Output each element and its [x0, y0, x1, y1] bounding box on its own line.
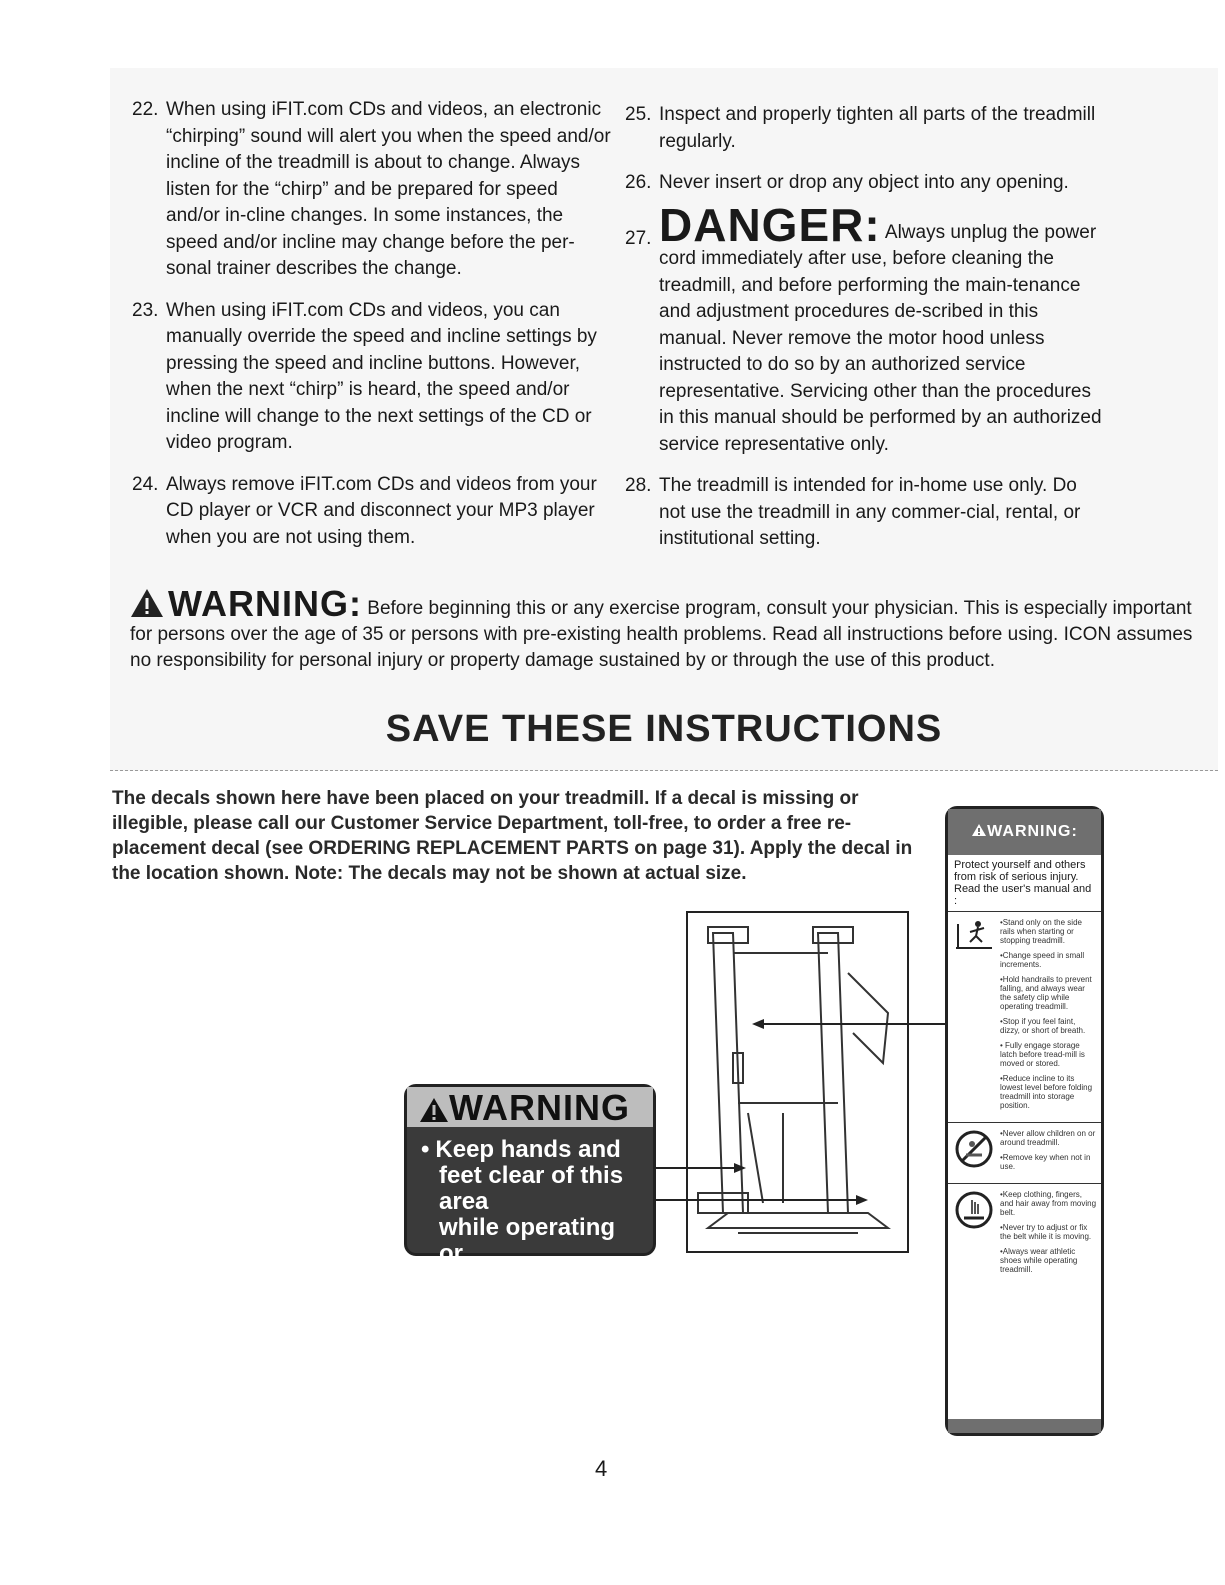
item-text: The treadmill is intended for in-home use only. Do not use the treadmill in any commer-cial, rental, or institutional setting. — [659, 475, 1081, 549]
side-decal-lead: Protect yourself and others from risk of serious injury. Read the user's manual and : — [948, 855, 1101, 912]
item-number: 26. — [625, 172, 652, 193]
decal-line: Keep hands and — [435, 1136, 621, 1163]
instructions-left-column — [132, 97, 612, 566]
instruction-item — [625, 170, 1105, 197]
side-decal-rule: •Hold handrails to prevent falling, and always wear the safety clip while operating treadmill. — [1000, 975, 1092, 1011]
warning-triangle-icon — [130, 588, 164, 618]
warning-heading: WARNING: — [168, 583, 362, 624]
instruction-item — [132, 97, 612, 283]
side-decal-section-children — [948, 1123, 1101, 1184]
no-children-icon — [954, 1129, 1000, 1177]
item-number: 24. — [132, 473, 159, 495]
bullet: • — [421, 1136, 430, 1163]
decal-body — [407, 1127, 653, 1293]
warning-decal-hands-feet — [404, 1084, 656, 1293]
item-text: Never insert or drop any object into any opening. — [659, 172, 1069, 193]
side-decal-bottom-bar — [948, 1419, 1101, 1433]
item-text: Inspect and properly tighten all parts of the treadmill regularly. — [659, 104, 1096, 152]
danger-text: Always unplug the power cord immediately after use, before cleaning the treadmill, and before performing the main-tenance and adjustment procedures de-scribed in this manual. Never remove the motor hood unless instructed to do so by an authorized service representative. Servicing other than the procedures in this manual should be performed by an authorized service representative only. — [659, 221, 1102, 455]
side-decal-rule: •Remove key when not in use. — [1000, 1153, 1091, 1171]
side-decal-rule: •Stop if you feel faint, dizzy, or short of breath. — [1000, 1017, 1086, 1035]
item-number: 27. — [625, 227, 652, 249]
side-decal-rule: •Never try to adjust or fix the belt while it is moving. — [1000, 1223, 1092, 1241]
item-text: Always remove iFIT.com CDs and videos from your CD player or VCR and disconnect your MP3 player when you are not using them. — [166, 473, 597, 548]
warning-text: Before beginning this or any exercise program, consult your physician. This is especially important for persons over the age of 35 or persons with pre-existing health problems. Read all instructions before using. ICON assumes no responsibility for personal injury or property damage sustained by or through the use of this product. — [130, 598, 1193, 671]
danger-heading: DANGER: — [659, 198, 881, 251]
decal-line: folding treadmill. — [439, 1266, 633, 1293]
general-warning — [130, 583, 1210, 674]
treadmill-illustration — [686, 911, 909, 1253]
save-these-instructions-title: SAVE THESE INSTRUCTIONS — [385, 708, 943, 750]
item-number: 23. — [132, 299, 159, 321]
instruction-item — [132, 298, 612, 457]
runner-on-rails-icon — [954, 918, 1000, 1116]
instruction-item — [132, 472, 612, 552]
decal-heading — [407, 1087, 653, 1127]
warning-triangle-icon — [419, 1097, 449, 1123]
moving-belt-hand-icon — [954, 1190, 1000, 1280]
decal-line: feet clear of this area — [439, 1162, 624, 1215]
side-decal-rule: •Reduce incline to its lowest level before folding treadmill into storage position. — [1000, 1074, 1093, 1110]
side-decal-heading-text: WARNING: — [987, 823, 1078, 840]
page-number: 4 — [595, 1456, 608, 1481]
danger-item — [625, 198, 1105, 459]
decal-heading-text: WARNING — [449, 1087, 630, 1128]
side-decal-section-running — [948, 912, 1101, 1123]
side-decal-rule: •Stand only on the side rails when starting or stopping treadmill. — [1000, 918, 1082, 945]
item-text: When using iFIT.com CDs and videos, you can manually override the speed and incline settings by pressing the speed and incline buttons. However, when the next “chirp” is heard, the speed and/or incline will change to the next settings of the CD or video program. — [166, 299, 597, 453]
side-decal-heading — [948, 809, 1101, 855]
instruction-item — [625, 102, 1105, 155]
item-number: 22. — [132, 99, 159, 120]
decals-intro-text: The decals shown here have been placed on your treadmill. If a decal is missing or illegible, please call our Customer Service Department, toll-free, to order a free re-placement decal (see ORDERING REPLACEMENT PARTS on page 31). Apply the decal in the location shown. Note: The decals may not be shown at actual size. — [112, 788, 913, 884]
item-number: 28. — [625, 475, 652, 496]
side-decal-rule: • Fully engage storage latch before tread-mill is moved or stored. — [1000, 1041, 1085, 1068]
side-decal-section-belt — [948, 1184, 1101, 1286]
item-number: 25. — [625, 104, 652, 125]
instructions-right-column — [625, 102, 1105, 568]
instruction-item — [625, 473, 1105, 553]
warning-triangle-icon — [971, 823, 987, 837]
item-text: When using iFIT.com CDs and videos, an electronic “chirping” sound will alert you when the speed and/or incline of the treadmill is about to change. Always listen for the “chirp” and be prepared for speed and/or in-cline changes. In some instances, the speed and/or incline may change before the per-sonal trainer describes the change. — [166, 99, 611, 279]
decal-line: while operating or — [439, 1214, 616, 1267]
treadmill-drawing — [688, 913, 907, 1251]
side-decal-rule: •Keep clothing, fingers, and hair away from moving belt. — [1000, 1190, 1097, 1217]
side-decal-rule: •Never allow children on or around treadmill. — [1000, 1129, 1096, 1147]
side-decal-rule: •Change speed in small increments. — [1000, 951, 1085, 969]
warning-decal-side — [945, 806, 1104, 1436]
side-decal-rule: •Always wear athletic shoes while operating treadmill. — [1000, 1247, 1078, 1274]
